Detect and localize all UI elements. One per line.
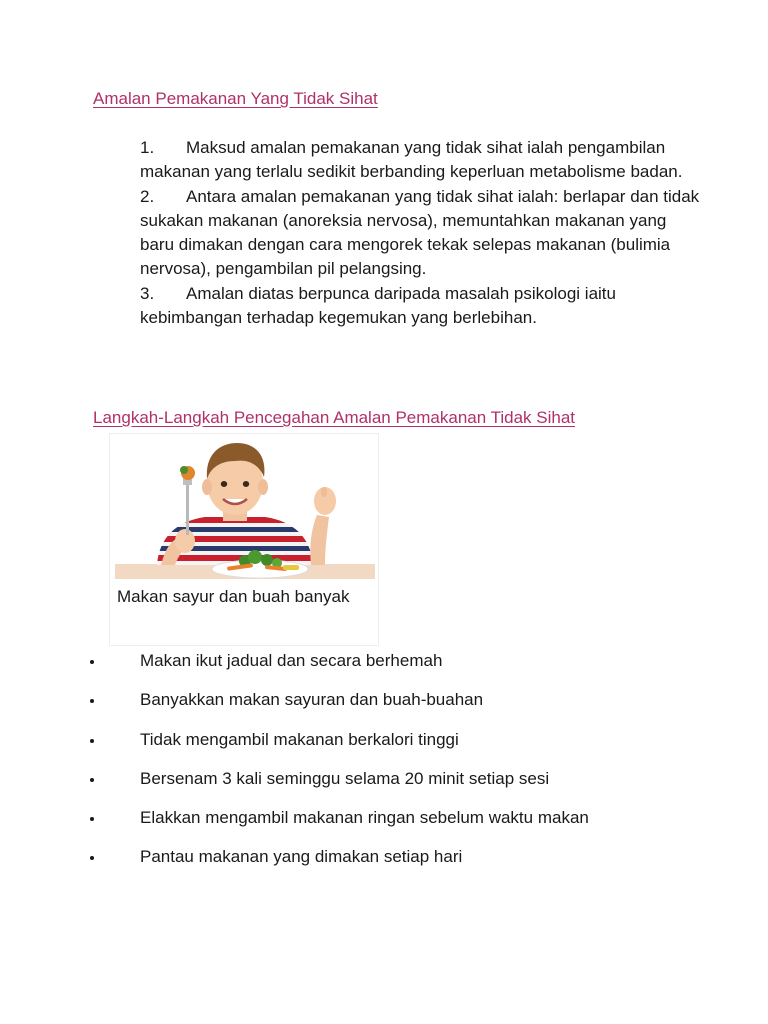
bullet-dot	[90, 699, 94, 703]
section-heading-unhealthy-eating: Amalan Pemakanan Yang Tidak Sihat	[93, 89, 378, 108]
bullet-dot	[90, 739, 94, 743]
item-number: 3.	[140, 284, 155, 303]
item-text-rest: pengambilan makanan yang terlalu sedikit berbanding keperluan metabolisme badan.	[140, 138, 683, 181]
illustration-figure	[109, 433, 379, 646]
item-text-first: Antara amalan pemakanan yang tidak sihat ialah: berlapar	[186, 187, 626, 206]
section-heading-prevention-steps: Langkah-Langkah Pencegahan Amalan Pemakanan Tidak Sihat	[93, 408, 576, 427]
figure-caption: Makan sayur dan buah banyak	[117, 587, 350, 606]
bullet-text: Pantau makanan yang dimakan setiap hari	[140, 847, 463, 866]
bullet-text: Makan ikut jadual dan secara berhemah	[140, 651, 443, 670]
bullet-dot	[90, 778, 94, 782]
bullet-text: Tidak mengambil makanan berkalori tinggi	[140, 730, 459, 749]
item-text-first: Maksud amalan pemakanan yang tidak sihat ialah	[186, 138, 564, 157]
item-text-rest: dan tidak sukakan makanan (anoreksia nervosa), memuntahkan makanan yang baru dimakan dengan cara mengorek tekak selepas makanan (bulimia nervosa), pengambilan pil pelangsing.	[140, 187, 700, 278]
item-number: 2.	[140, 187, 155, 206]
bullet-text: Bersenam 3 kali seminggu selama 20 minit setiap sesi	[140, 769, 550, 788]
item-number: 1.	[140, 138, 155, 157]
item-text-rest: kebimbangan terhadap kegemukan yang berlebihan.	[140, 308, 537, 327]
item-text-first: Amalan diatas berpunca daripada masalah psikologi iaitu	[186, 284, 616, 303]
bullet-text: Elakkan mengambil makanan ringan sebelum waktu makan	[140, 808, 589, 827]
bullet-text: Banyakkan makan sayuran dan buah-buahan	[140, 690, 484, 709]
numbered-item-1	[140, 136, 700, 184]
numbered-item-2	[140, 185, 700, 281]
bullet-dot	[90, 817, 94, 821]
boy-eating-vegetables-image	[115, 437, 375, 579]
bullet-dot	[90, 660, 94, 664]
numbered-item-3	[140, 282, 700, 330]
numbered-list	[140, 136, 700, 331]
bullet-dot	[90, 856, 94, 860]
